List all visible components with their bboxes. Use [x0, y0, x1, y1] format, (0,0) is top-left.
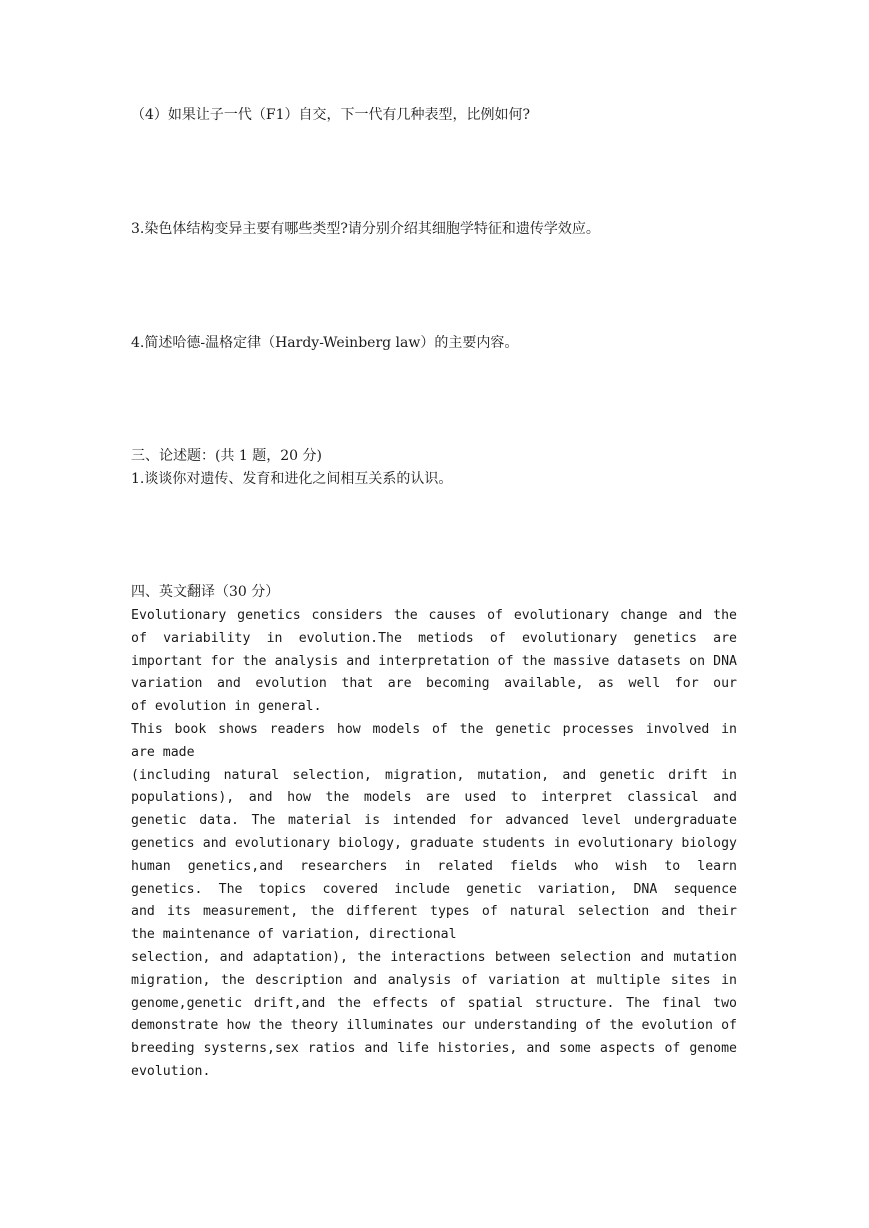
passage-line: demonstrate how the theory illuminates our understanding of the evolution of — [131, 1018, 737, 1034]
passage-line: and its measurement, the different types of natural selection and their — [131, 904, 737, 920]
passage-line: are made — [131, 744, 195, 760]
passage-line: genetics and evolutionary biology, graduate students in evolutionary biology — [131, 835, 737, 851]
translation-passage — [131, 605, 737, 1084]
passage-line: genetics. The topics covered include genetic variation, DNA sequence — [131, 881, 737, 897]
passage-line: of evolution in general. — [131, 699, 322, 715]
passage-line: important for the analysis and interpretation of the massive datasets on DNA — [131, 653, 737, 669]
question-2-sub-4: （4）如果让子一代（F1）自交，下一代有几种表型，比例如何? — [131, 107, 531, 123]
passage-line: the maintenance of variation, directional — [131, 927, 457, 943]
passage-line: populations), and how the models are used to interpret classical and — [131, 790, 737, 806]
passage-line: selection, and adaptation), the interactions between selection and mutation — [131, 949, 737, 965]
section-3-heading: 三、论述题：(共 1 题，20 分) — [131, 448, 322, 464]
passage-line: (including natural selection, migration, mutation, and genetic drift in — [131, 767, 737, 783]
passage-line: migration, the description and analysis of variation at multiple sites in — [131, 972, 737, 988]
section-3-question-1: 1.谈谈你对遗传、发育和进化之间相互关系的认识。 — [131, 471, 453, 487]
passage-line: Evolutionary genetics considers the causes of evolutionary change and the — [131, 608, 737, 623]
passage-line: human genetics,and researchers in related fields who wish to learn — [131, 858, 737, 874]
passage-line: genetic data. The material is intended for advanced level undergraduate — [131, 813, 737, 829]
passage-line: breeding systerns,sex ratios and life histories, and some aspects of genome — [131, 1041, 737, 1057]
section-4-heading: 四、英文翻译（30 分） — [131, 584, 280, 600]
passage-line: genome,genetic drift,and the effects of spatial structure. The final two — [131, 995, 737, 1011]
question-3: 3.染色体结构变异主要有哪些类型?请分别介绍其细胞学特征和遗传学效应。 — [131, 221, 600, 237]
passage-line: This book shows readers how models of the genetic processes involved in — [131, 721, 737, 737]
passage-line: variation and evolution that are becoming available, as well for our — [131, 676, 737, 692]
passage-line: evolution. — [131, 1063, 211, 1079]
passage-line: of variability in evolution.The metiods of evolutionary genetics are — [131, 630, 737, 646]
question-4: 4.简述哈德-温格定律（Hardy-Weinberg law）的主要内容。 — [131, 335, 519, 351]
